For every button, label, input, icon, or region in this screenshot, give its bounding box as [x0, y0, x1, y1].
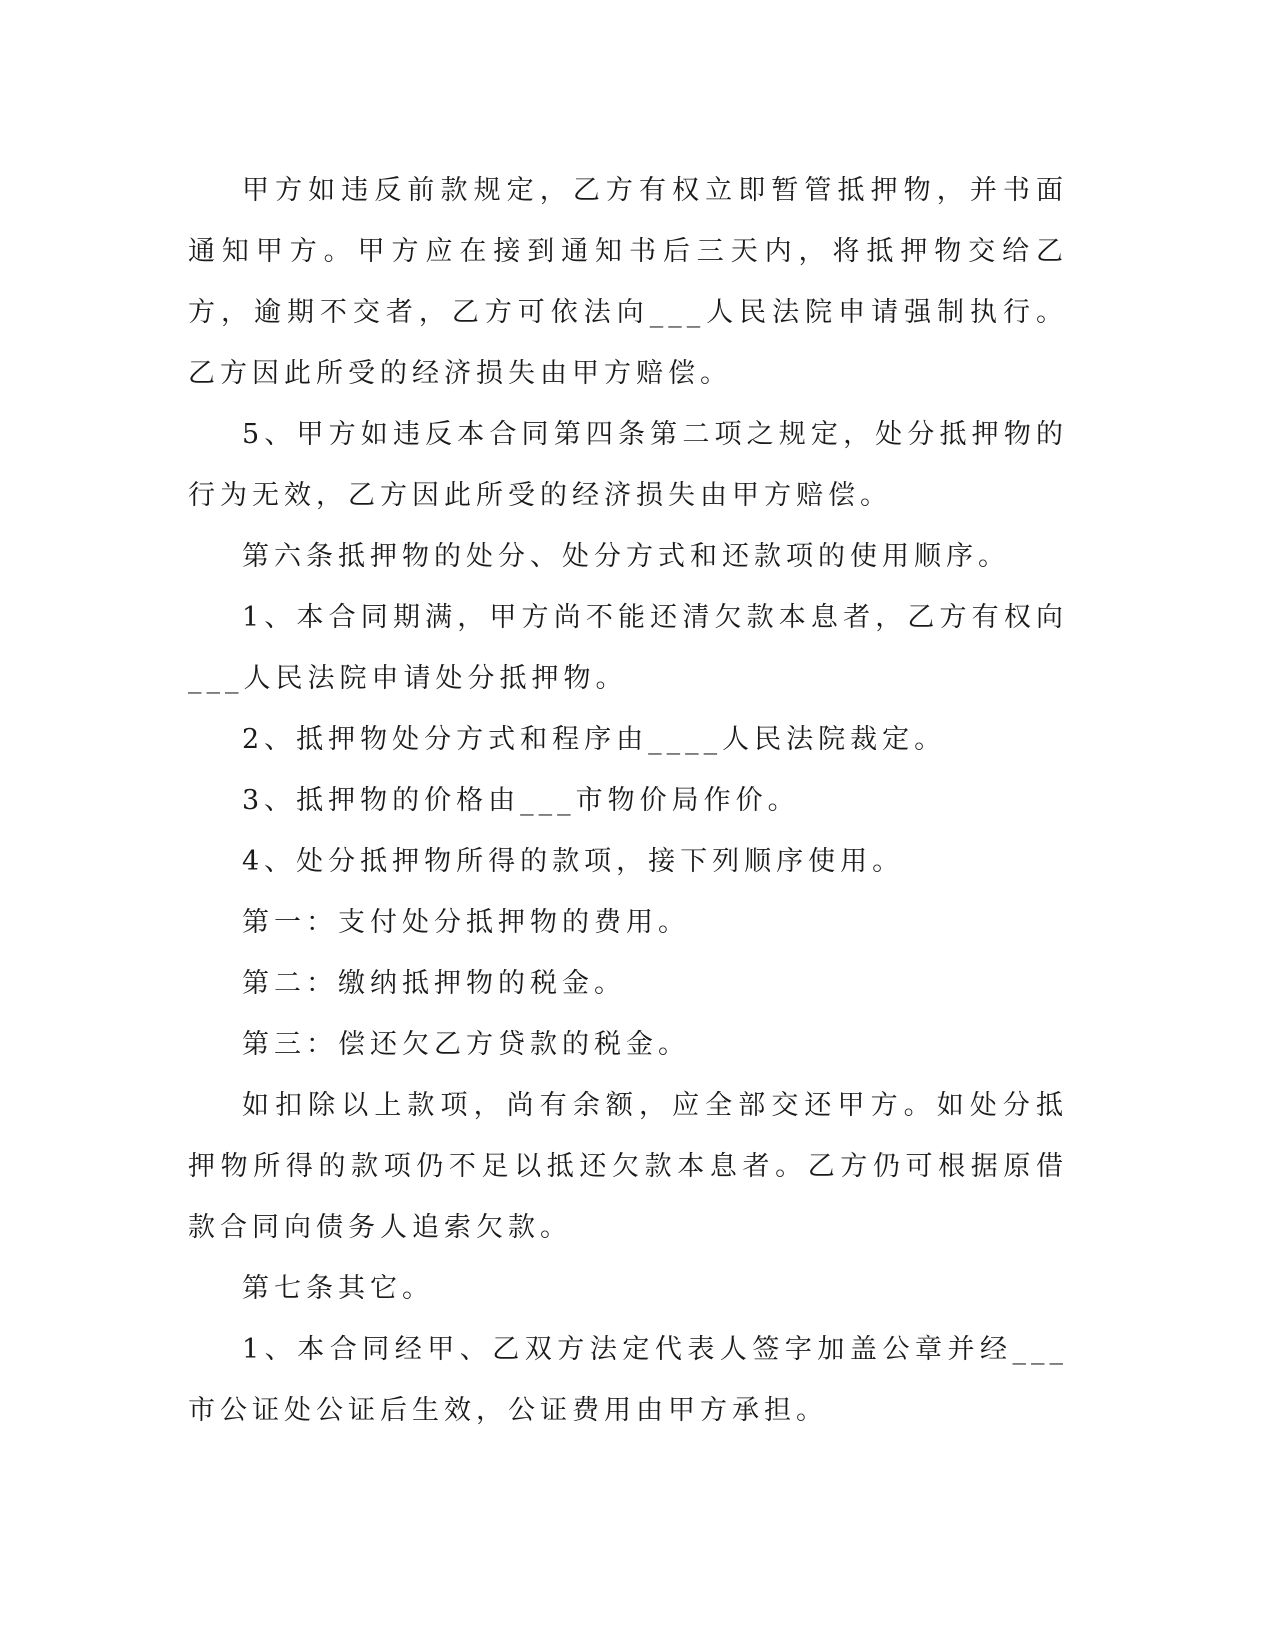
document-body [188, 160, 1068, 1441]
article-6-item-1: 1、本合同期满，甲方尚不能还清欠款本息者，乙方有权向___人民法院申请处分抵押物。 [188, 602, 1068, 694]
order-third: 第三：偿还欠乙方贷款的税金。 [242, 1029, 690, 1060]
article-6-item-4: 4、处分抵押物所得的款项，接下列顺序使用。 [242, 846, 905, 877]
article-7-heading: 第七条其它。 [242, 1273, 434, 1304]
order-first: 第一：支付处分抵押物的费用。 [242, 907, 690, 938]
article-6-item-2: 2、抵押物处分方式和程序由____人民法院裁定。 [242, 724, 947, 755]
order-second: 第二：缴纳抵押物的税金。 [242, 968, 626, 999]
paragraph-breach-custody: 甲方如违反前款规定，乙方有权立即暂管抵押物，并书面通知甲方。甲方应在接到通知书后三天内，将抵押物交给乙方，逾期不交者，乙方可依法向___人民法院申请强制执行。乙方因此所受的经济损失由甲方赔偿。 [188, 175, 1068, 389]
article-6-item-3: 3、抵押物的价格由___市物价局作价。 [242, 785, 800, 816]
article-7-item-1: 1、本合同经甲、乙双方法定代表人签字加盖公章并经___市公证处公证后生效，公证费用由甲方承担。 [188, 1334, 1068, 1426]
article-6-heading: 第六条抵押物的处分、处分方式和还款项的使用顺序。 [242, 541, 1010, 572]
paragraph-item-5: 5、甲方如违反本合同第四条第二项之规定，处分抵押物的行为无效，乙方因此所受的经济损失由甲方赔偿。 [188, 419, 1068, 511]
paragraph-remainder: 如扣除以上款项，尚有余额，应全部交还甲方。如处分抵押物所得的款项仍不足以抵还欠款本息者。乙方仍可根据原借款合同向债务人追索欠款。 [188, 1090, 1068, 1243]
